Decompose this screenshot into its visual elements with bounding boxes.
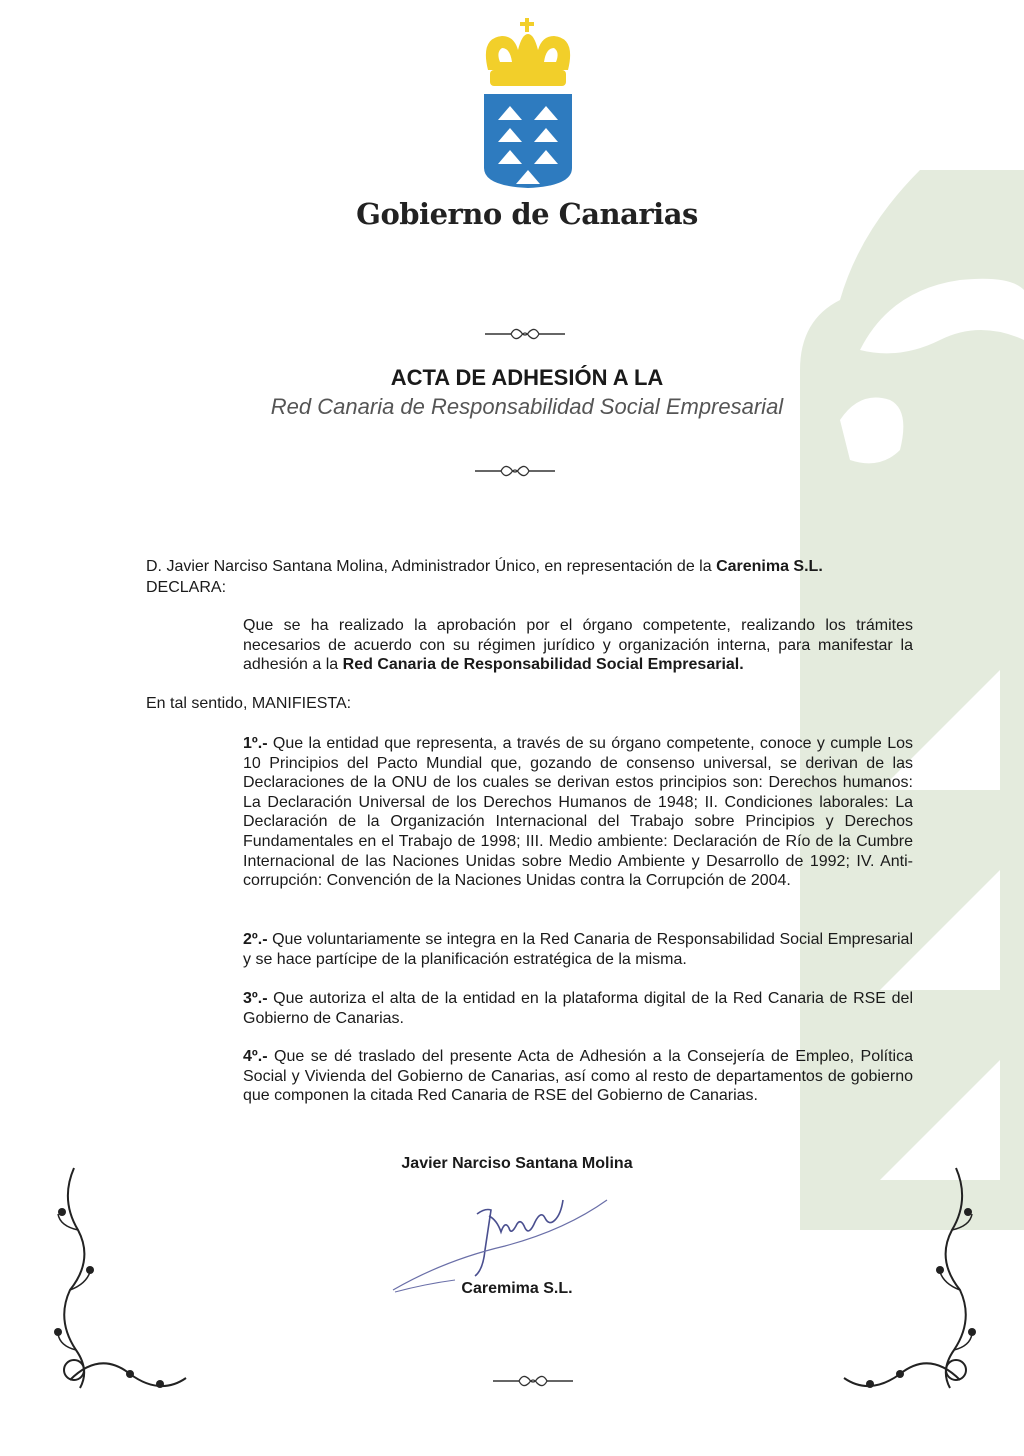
item-text: Que se dé traslado del presente Acta de Adhesión a la Consejería de Empleo, Política Social y Vivienda del Gobierno de Canarias, así como al resto de departamentos de gobierno que componen la citada Red Canaria de RSE del Gobierno de Canarias.	[243, 1048, 913, 1105]
flourish-ornament-top	[485, 324, 565, 344]
signatory-company: Caremima S.L.	[461, 1280, 573, 1297]
item-number: 2º.-	[243, 931, 268, 948]
floral-corner-ornament-left	[50, 1160, 190, 1400]
item-text: Que la entidad que representa, a través de su órgano competente, conoce y cumple Los 10 Principios del Pacto Mundial que, gozando de consenso universal, se derivan de las Declaraciones de la ONU de los cuales se derivan estos principios son: Derechos humanos: La Declaración Universal de los Derechos Humanos de 1948; II. Condiciones laborales: La Declaración de la Organización Internacional del Trabajo sobre Principios y Derechos Fundamentales en el Trabajo de 1998; III. Medio ambiente: Declaración de Río de la Cumbre Internacional de las Naciones Unidas sobre Medio Ambiente y Desarrollo de 1992; IV. Anti-corrupción: Convención de la Naciones Unidas contra la Corrupción de 2004.	[243, 735, 913, 890]
approval-paragraph	[243, 616, 913, 675]
floral-corner-ornament-right	[840, 1160, 980, 1400]
declara-label: DECLARA:	[146, 579, 227, 596]
item-text: Que voluntariamente se integra en la Red Canaria de Responsabilidad Social Empresarial y se hace partícipe de la planificación estratégica de la misma.	[243, 931, 913, 968]
item-number: 3º.-	[243, 990, 268, 1007]
item-number: 4º.-	[243, 1048, 268, 1065]
manifiesta-label: En tal sentido, MANIFIESTA:	[146, 695, 352, 712]
document-title: ACTA DE ADHESIÓN A LA	[390, 365, 664, 390]
intro-text: D. Javier Narciso Santana Molina, Administrador Único, en representación de la	[146, 558, 717, 575]
approval-network: Red Canaria de Responsabilidad Social Empresarial.	[342, 656, 744, 674]
list-item	[243, 930, 913, 969]
flourish-ornament-bottom	[493, 1371, 573, 1391]
signatory-name: Javier Narciso Santana Molina	[401, 1155, 633, 1172]
document-subtitle: Red Canaria de Responsabilidad Social Empresarial	[270, 394, 784, 419]
organization-name: Gobierno de Canarias	[356, 197, 698, 231]
item-text: Que autoriza el alta de la entidad en la plataforma digital de la Red Canaria de RSE del Gobierno de Canarias.	[243, 990, 913, 1027]
list-item	[243, 989, 913, 1028]
coat-of-arms-logo	[480, 18, 576, 190]
company-name: Carenima S.L.	[716, 558, 823, 575]
flourish-ornament-middle	[475, 461, 555, 481]
item-number: 1º.-	[243, 735, 268, 752]
list-item	[243, 734, 913, 891]
intro-paragraph	[146, 557, 913, 577]
list-item	[243, 1047, 913, 1106]
approval-text: Que se ha realizado la aprobación por el órgano competente, realizando los trámites necesarios de acuerdo con su régimen jurídico y organización interna, para manifestar la adhesión a la	[243, 617, 913, 674]
